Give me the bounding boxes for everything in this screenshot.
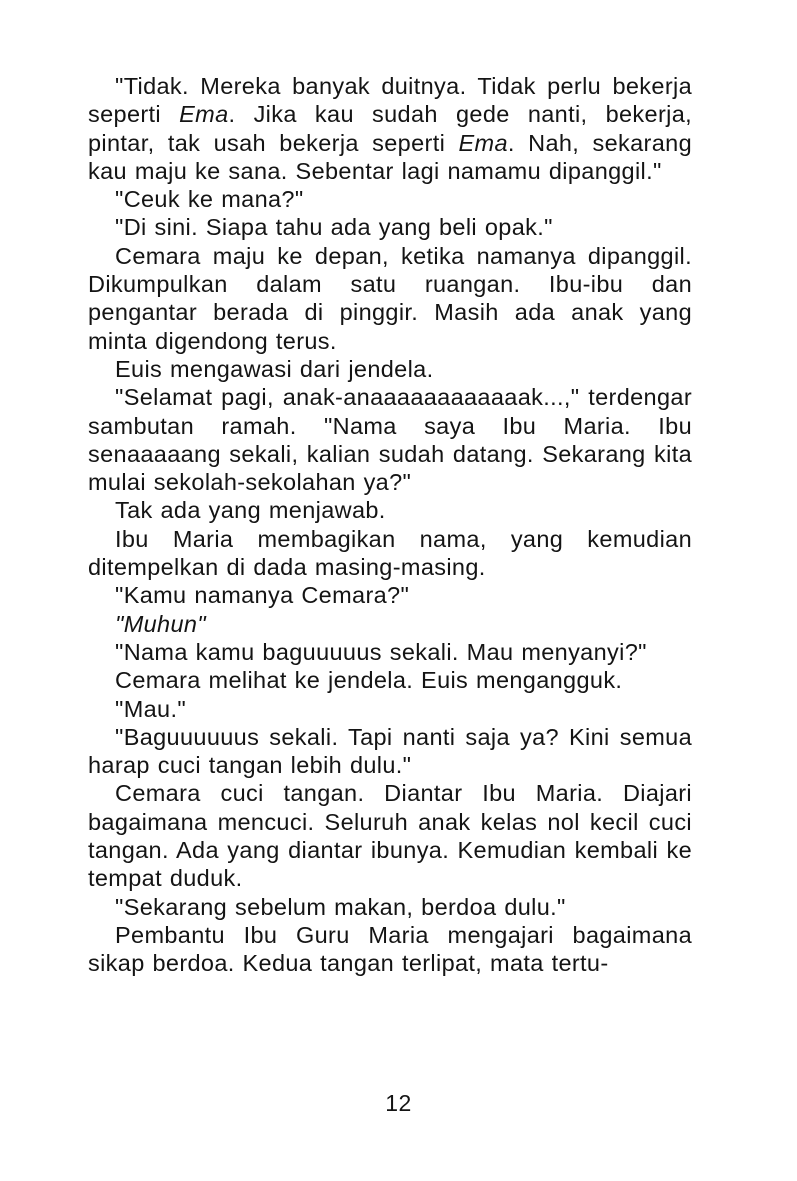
text-run: "Nama kamu baguuuuus sekali. Mau menyanyi?" (115, 638, 647, 665)
text-run: "Sekarang sebelum makan, berdoa dulu." (115, 893, 566, 920)
paragraph (88, 242, 692, 355)
text-run: "Tidak. Mereka banyak duitnya. Tidak perlu bekerja seperti (88, 73, 692, 128)
text-run: Cemara maju ke depan, ketika namanya dipanggil. Dikumpulkan dalam satu ruangan. Ibu-ibu dan pengantar berada di pinggir. Masih ada anak yang minta digendong terus. (88, 242, 692, 354)
paragraph (88, 666, 692, 694)
text-run: . Nah, sekarang kau maju ke sana. Sebentar lagi namamu dipanggil." (88, 129, 692, 184)
paragraph (88, 638, 692, 666)
text-run: . Jika kau sudah gede nanti, bekerja, pintar, tak usah bekerja seperti (88, 101, 692, 156)
paragraph (88, 185, 692, 213)
text-run: Ibu Maria membagikan nama, yang kemudian ditempelkan di dada masing-masing. (88, 525, 692, 581)
paragraph (88, 723, 692, 780)
text-run: Tak ada yang menjawab. (115, 497, 386, 524)
text-run: "Mau." (115, 695, 187, 722)
italic-text: Ema (179, 101, 229, 128)
text-run: "Baguuuuuus sekali. Tapi nanti saja ya? Kini semua harap cuci tangan lebih dulu." (88, 723, 692, 779)
paragraph (88, 72, 692, 185)
text-run: "Ceuk ke mana?" (115, 186, 304, 213)
paragraph (88, 695, 692, 723)
paragraph (88, 383, 692, 496)
text-run: Pembantu Ibu Guru Maria mengajari bagaimana sikap berdoa. Kedua tangan terlipat, mata tertu- (88, 921, 692, 977)
text-run: "Selamat pagi, anak-anaaaaaaaaaaaak...," terdengar sambutan ramah. "Nama saya Ibu Maria. Ibu senaaaaang sekali, kalian sudah datang. Sekarang kita mulai sekolah-sekolahan ya?" (88, 384, 692, 496)
italic-text: Ema (458, 129, 508, 156)
italic-text: "Muhun" (115, 610, 206, 637)
text-run: Euis mengawasi dari jendela. (115, 355, 434, 382)
paragraph (88, 581, 692, 609)
text-run: Cemara melihat ke jendela. Euis mengangguk. (115, 667, 623, 694)
paragraph (88, 610, 692, 638)
paragraph (88, 921, 692, 978)
text-run: "Di sini. Siapa tahu ada yang beli opak." (115, 214, 553, 241)
paragraph (88, 525, 692, 582)
paragraph (88, 355, 692, 383)
paragraph (88, 496, 692, 524)
text-run: "Kamu namanya Cemara?" (115, 582, 410, 609)
paragraph (88, 779, 692, 892)
paragraph (88, 213, 692, 241)
text-run: Cemara cuci tangan. Diantar Ibu Maria. Diajari bagaimana mencuci. Seluruh anak kelas nol kecil cuci tangan. Ada yang diantar ibunya. Kemudian kembali ke tempat duduk. (88, 780, 692, 892)
page-number: 12 (385, 1090, 412, 1116)
paragraph (88, 893, 692, 921)
body-text (88, 72, 692, 978)
